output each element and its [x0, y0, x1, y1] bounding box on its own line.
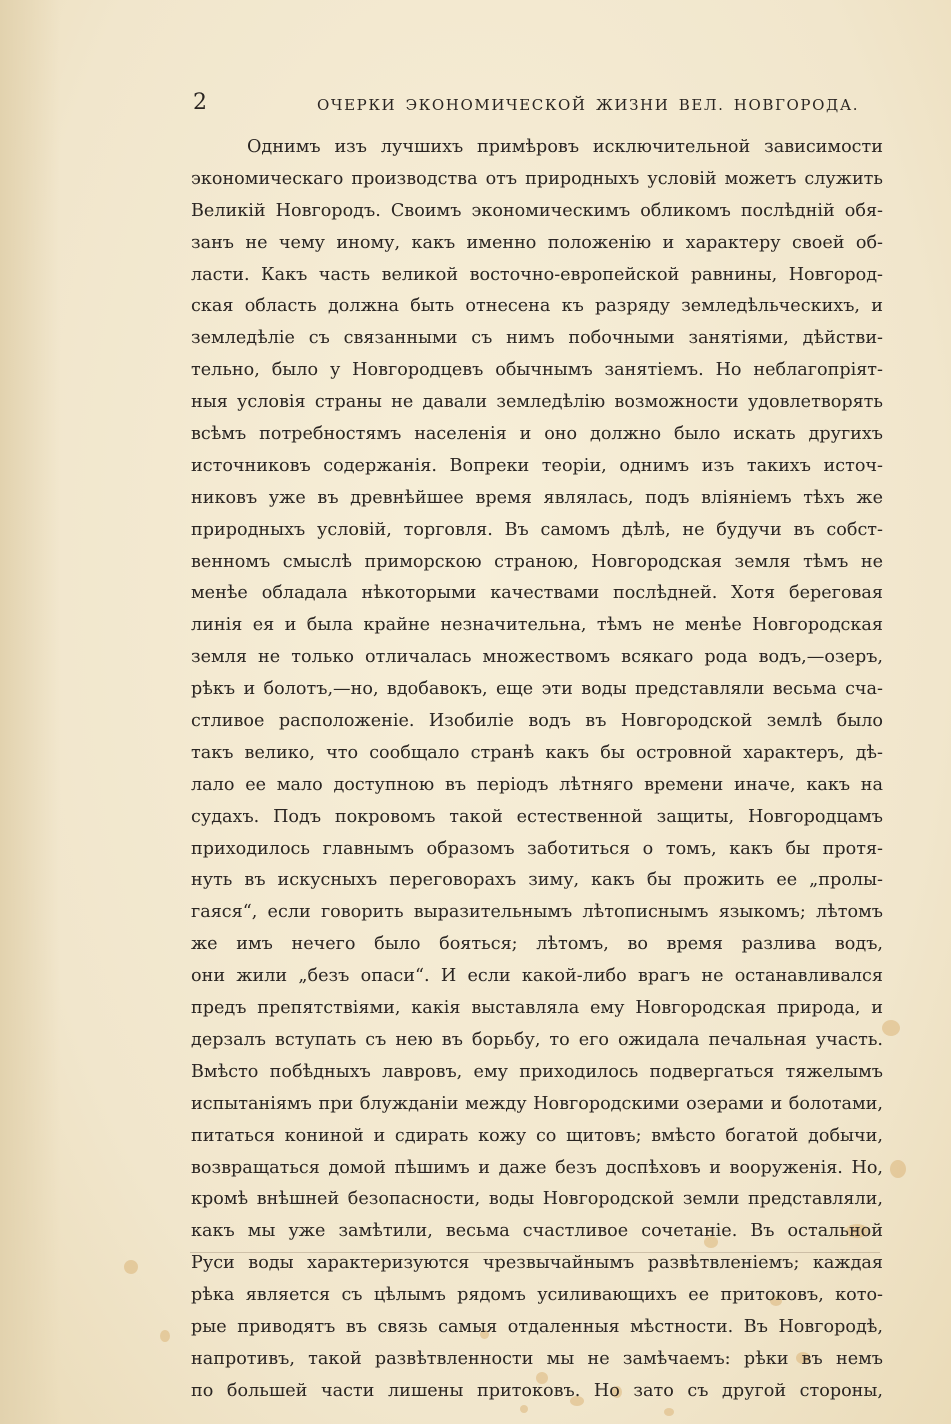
body-text [191, 132, 883, 1408]
text-line: Однимъ изъ лучшихъ примѣровъ исключительной зависимости [247, 137, 883, 157]
text-line: менѣе обладала нѣкоторыми качествами послѣдней. Хотя береговая [191, 583, 883, 604]
text-line: занъ не чему иному, какъ именно положенію и характеру своей об- [191, 232, 883, 253]
text-line: лало ее мало доступною въ періодъ лѣтняго времени иначе, какъ на [191, 774, 883, 795]
foxing-stain [890, 1160, 906, 1178]
bottom-pencil-mark [190, 1252, 880, 1253]
text-line: ская область должна быть отнесена къ разряду земледѣльческихъ, и [191, 296, 883, 317]
text-line: земля не только отличалась множествомъ всякаго рода водъ,—озеръ, [191, 647, 883, 668]
text-line: экономическаго производства отъ природныхъ условій можетъ служить [191, 168, 883, 189]
text-line: такъ велико, что сообщало странѣ какъ бы островной характеръ, дѣ- [191, 742, 883, 763]
text-line: ласти. Какъ часть великой восточно-европейской равнины, Новгород- [191, 264, 883, 285]
foxing-stain [160, 1330, 170, 1342]
text-line: источниковъ содержанія. Вопреки теоріи, однимъ изъ такихъ источ- [191, 455, 883, 476]
text-line: линія ея и была крайне незначительна, тѣмъ не менѣе Новгородская [191, 615, 883, 636]
text-line: стливое расположеніе. Изобиліе водъ въ Новгородской землѣ было [191, 711, 883, 732]
text-line: Великій Новгородъ. Своимъ экономическимъ обликомъ послѣдній обя- [191, 200, 883, 221]
text-line: природныхъ условій, торговля. Въ самомъ дѣлѣ, не будучи въ собст- [191, 519, 883, 540]
text-line: всѣмъ потребностямъ населенія и оно должно было искать другихъ [191, 424, 883, 445]
text-line: Руси воды характеризуются чрезвычайнымъ развѣтвленіемъ; каждая [191, 1253, 883, 1274]
text-line: рѣка является съ цѣлымъ рядомъ усиливающихъ ее притоковъ, кото- [191, 1285, 883, 1306]
text-line: дерзалъ вступать съ нею въ борьбу, то его ожидала печальная участь. [191, 1029, 883, 1050]
text-line: рые приводятъ въ связь самыя отдаленныя мѣстности. Въ Новгородѣ, [191, 1316, 883, 1337]
page-spine-shadow [0, 0, 60, 1424]
text-line: кромѣ внѣшней безопасности, воды Новгородской земли представляли, [191, 1189, 883, 1210]
text-line: гаяся“, если говорить выразительнымъ лѣтописнымъ языкомъ; лѣтомъ [191, 902, 883, 923]
text-line: испытаніямъ при блужданіи между Новгородскими озерами и болотами, [191, 1093, 883, 1114]
running-title: ОЧЕРКИ ЭКОНОМИЧЕСКОЙ ЖИЗНИ ВЕЛ. НОВГОРОДА. [317, 96, 860, 114]
text-line: предъ препятствіями, какія выставляла ему Новгородская природа, и [191, 998, 883, 1019]
foxing-stain [664, 1408, 674, 1416]
text-line: судахъ. Подъ покровомъ такой естественной защиты, Новгородцамъ [191, 806, 883, 827]
text-line: рѣкъ и болотъ,—но, вдобавокъ, еще эти воды представляли весьма сча- [191, 679, 883, 700]
text-line: никовъ уже въ древнѣйшее время являлась, подъ вліяніемъ тѣхъ же [191, 487, 883, 508]
page-header [193, 90, 883, 120]
text-line: они жили „безъ опаси“. И если какой-либо врагъ не останавливался [191, 966, 883, 987]
page-number: 2 [193, 90, 207, 115]
text-line: тельно, было у Новгородцевъ обычнымъ занятіемъ. Но неблагопріят- [191, 360, 883, 381]
text-line: питаться кониной и сдирать кожу со щитовъ; вмѣсто богатой добычи, [191, 1125, 883, 1146]
foxing-stain [124, 1260, 138, 1274]
text-line: же имъ нечего было бояться; лѣтомъ, во время разлива водъ, [191, 934, 883, 955]
text-line: земледѣліе съ связанными съ нимъ побочными занятіями, дѣйстви- [191, 328, 883, 349]
text-line: напротивъ, такой развѣтвленности мы не замѣчаемъ: рѣки въ немъ [191, 1348, 883, 1369]
text-line: возвращаться домой пѣшимъ и даже безъ доспѣховъ и вооруженія. Но, [191, 1157, 883, 1178]
text-line: по большей части лишены притоковъ. Но зато съ другой стороны, [191, 1380, 883, 1401]
text-line: венномъ смыслѣ приморскою страною, Новгородская земля тѣмъ не [191, 551, 883, 572]
text-line: нуть въ искусныхъ переговорахъ зиму, какъ бы прожить ее „пролы- [191, 870, 883, 891]
text-line: Вмѣсто побѣдныхъ лавровъ, ему приходилось подвергаться тяжелымъ [191, 1061, 883, 1082]
text-line: ныя условія страны не давали земледѣлію возможности удовлетворять [191, 392, 883, 413]
foxing-stain [882, 1020, 900, 1036]
text-line: приходилось главнымъ образомъ заботиться о томъ, какъ бы протя- [191, 838, 883, 859]
text-line: какъ мы уже замѣтили, весьма счастливое сочетаніе. Въ остальной [191, 1221, 883, 1242]
